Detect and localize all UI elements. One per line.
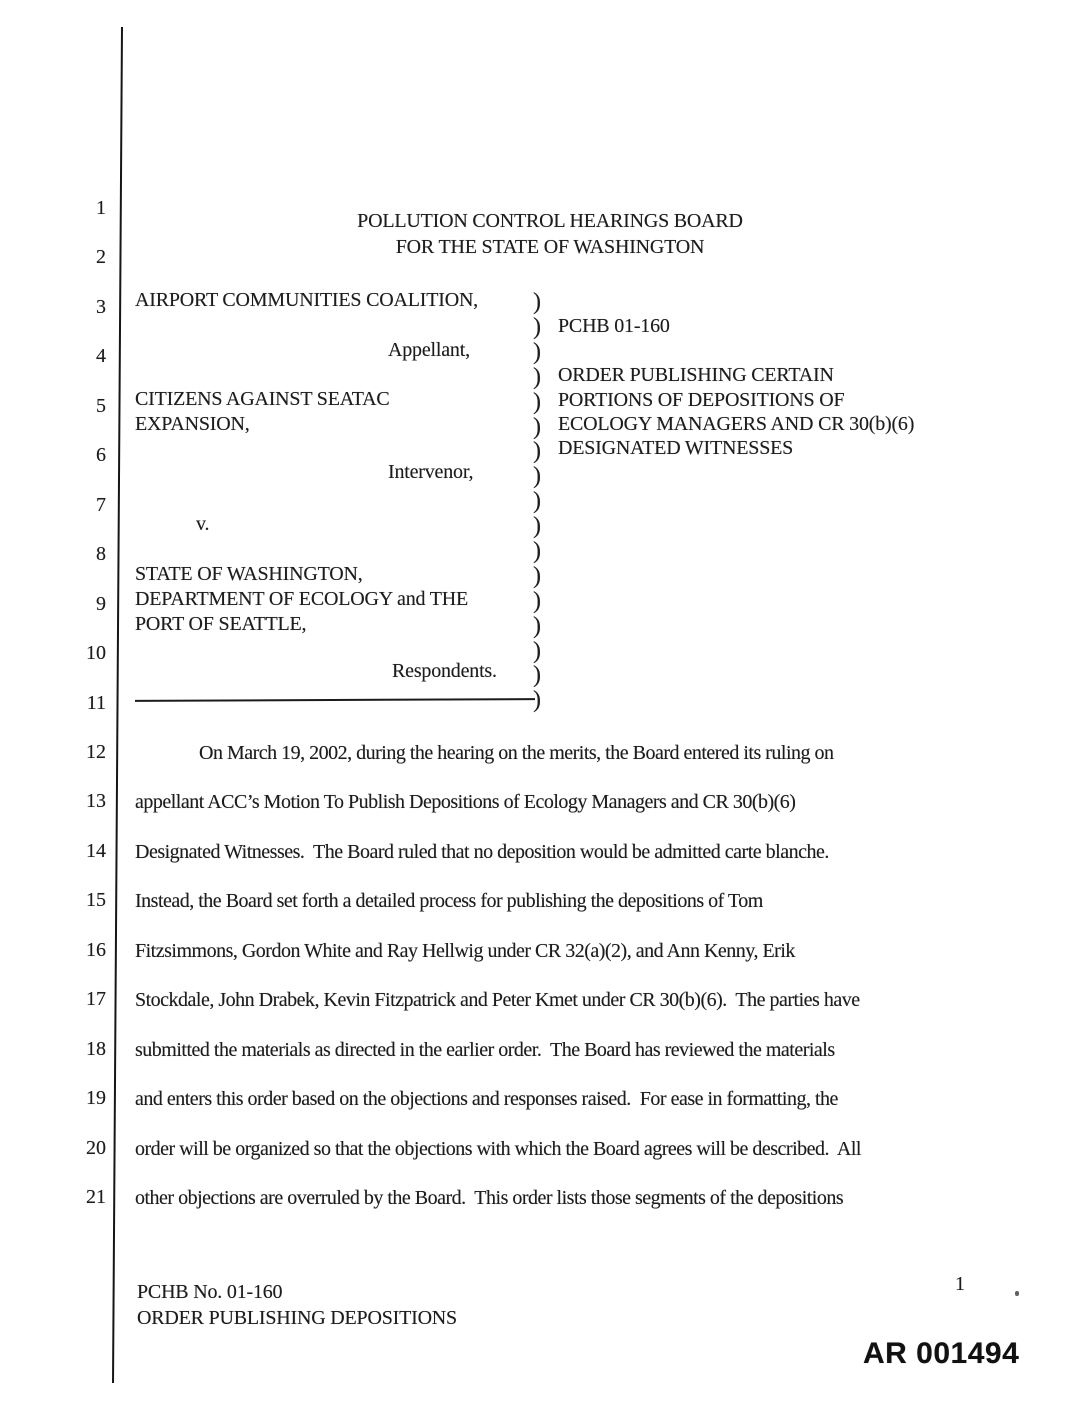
- caption-paren: ): [533, 638, 541, 664]
- caption-paren: ): [533, 513, 541, 539]
- caption-paren: ): [533, 588, 541, 614]
- caption-paren: ): [533, 563, 541, 589]
- line-number: 15: [86, 889, 106, 911]
- body-line: Stockdale, John Drabek, Kevin Fitzpatrick and Peter Kmet under CR 30(b)(6). The parties have: [135, 989, 860, 1011]
- caption-paren: ): [533, 389, 541, 415]
- intervenor-name-line2: EXPANSION,: [135, 413, 250, 435]
- respondent-role: Respondents.: [392, 660, 497, 682]
- order-title-line1: ORDER PUBLISHING CERTAIN: [558, 364, 834, 386]
- caption-underline: [135, 698, 535, 702]
- line-number: 5: [96, 395, 106, 417]
- intervenor-role: Intervenor,: [388, 461, 474, 483]
- caption-paren: ): [533, 687, 541, 713]
- line-number: 6: [96, 444, 106, 466]
- line-number: 14: [86, 840, 106, 862]
- order-title-line4: DESIGNATED WITNESSES: [558, 437, 794, 459]
- line-number: 18: [86, 1038, 106, 1060]
- margin-rule: [112, 27, 123, 1383]
- line-number: 10: [86, 642, 106, 664]
- line-number: 8: [96, 543, 106, 565]
- caption-paren: ): [533, 662, 541, 688]
- line-number: 13: [86, 790, 106, 812]
- line-number: 4: [96, 345, 106, 367]
- order-title-line3: ECOLOGY MANAGERS AND CR 30(b)(6): [558, 413, 915, 435]
- line-number: 11: [86, 692, 106, 714]
- caption-paren: ): [533, 289, 541, 315]
- line-number: 19: [86, 1087, 106, 1109]
- scan-artifact-dot: [1015, 1291, 1019, 1296]
- court-title-line1: POLLUTION CONTROL HEARINGS BOARD: [357, 210, 743, 232]
- line-number: 17: [86, 988, 106, 1010]
- line-number: 20: [86, 1137, 106, 1159]
- intervenor-name-line1: CITIZENS AGAINST SEATAC: [135, 388, 390, 410]
- body-line: appellant ACC’s Motion To Publish Depositions of Ecology Managers and CR 30(b)(6): [135, 791, 796, 813]
- appellant-name: AIRPORT COMMUNITIES COALITION,: [135, 289, 478, 311]
- respondent-line3: PORT OF SEATTLE,: [135, 613, 307, 635]
- caption-paren: ): [533, 538, 541, 564]
- caption-paren: ): [533, 364, 541, 390]
- line-number: 1: [96, 197, 106, 219]
- body-line: On March 19, 2002, during the hearing on the merits, the Board entered its ruling on: [199, 742, 834, 764]
- line-number: 9: [96, 593, 106, 615]
- page-number: 1: [955, 1273, 965, 1295]
- footer-case-number: PCHB No. 01-160: [137, 1281, 283, 1303]
- appellant-role: Appellant,: [388, 339, 470, 361]
- order-title-line2: PORTIONS OF DEPOSITIONS OF: [558, 389, 845, 411]
- body-line: and enters this order based on the objections and responses raised. For ease in formatting, the: [135, 1088, 838, 1110]
- caption-paren: ): [533, 339, 541, 365]
- respondent-line1: STATE OF WASHINGTON,: [135, 563, 363, 585]
- line-number: 7: [96, 494, 106, 516]
- versus-label: v.: [196, 513, 210, 535]
- caption-paren: ): [533, 613, 541, 639]
- court-title-line2: FOR THE STATE OF WASHINGTON: [395, 236, 705, 258]
- body-line: Fitzsimmons, Gordon White and Ray Hellwig under CR 32(a)(2), and Ann Kenny, Erik: [135, 940, 795, 962]
- line-number: 3: [96, 296, 106, 318]
- body-line: Instead, the Board set forth a detailed process for publishing the depositions of Tom: [135, 890, 763, 912]
- caption-paren: ): [533, 488, 541, 514]
- respondent-line2: DEPARTMENT OF ECOLOGY and THE: [135, 588, 469, 610]
- caption-paren: ): [533, 314, 541, 340]
- line-number: 16: [86, 939, 106, 961]
- body-line: order will be organized so that the objections with which the Board agrees will be described. All: [135, 1138, 861, 1160]
- line-number: 21: [86, 1186, 106, 1208]
- case-number: PCHB 01-160: [558, 315, 670, 337]
- body-line: Designated Witnesses. The Board ruled that no deposition would be admitted carte blanche.: [135, 841, 829, 863]
- bates-stamp: AR 001494: [863, 1337, 1020, 1370]
- caption-paren: ): [533, 414, 541, 440]
- caption-paren: ): [533, 438, 541, 464]
- line-number: 2: [96, 246, 106, 268]
- body-line: other objections are overruled by the Board. This order lists those segments of the depositions: [135, 1187, 844, 1209]
- body-line: submitted the materials as directed in the earlier order. The Board has reviewed the materials: [135, 1039, 835, 1061]
- line-number: 12: [86, 741, 106, 763]
- caption-paren: ): [533, 463, 541, 489]
- footer-doc-title: ORDER PUBLISHING DEPOSITIONS: [137, 1307, 457, 1329]
